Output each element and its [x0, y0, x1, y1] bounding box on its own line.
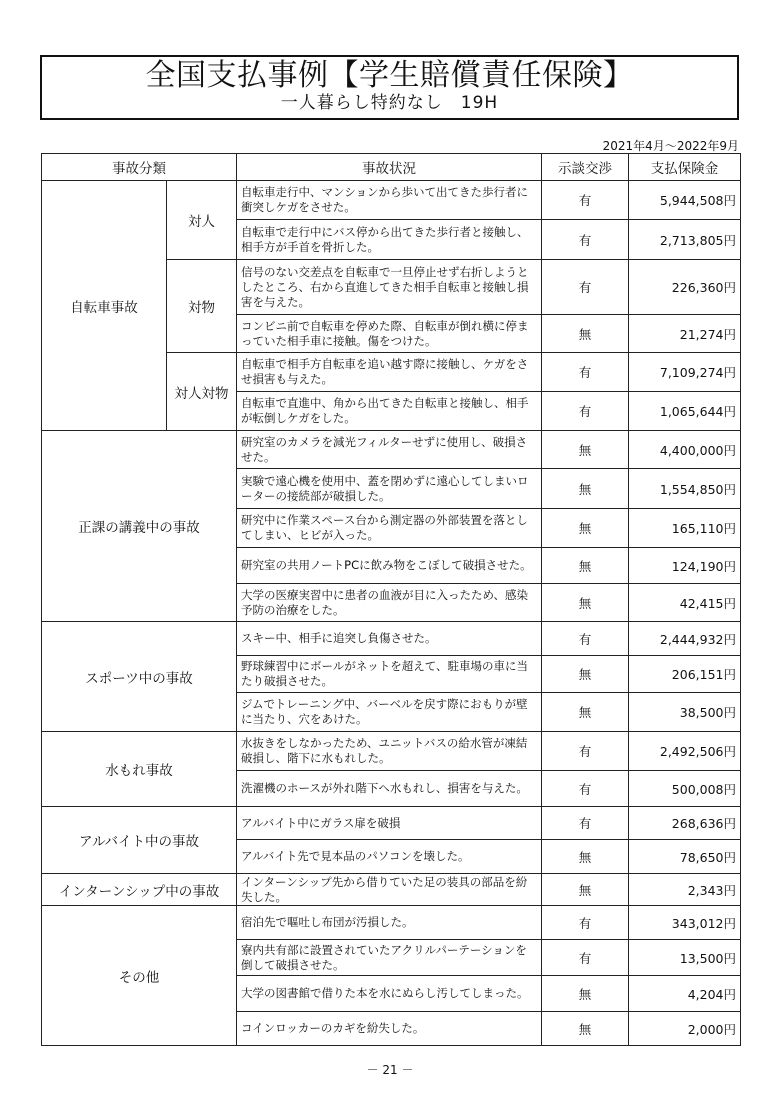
category-cell: 自転車事故 [42, 181, 167, 431]
amount-cell: 1,065,644円 [629, 392, 741, 431]
amount-cell: 13,500円 [629, 940, 741, 976]
amount-cell: 206,151円 [629, 656, 741, 693]
situation-cell: 自転車で直進中、角から出てきた自転車と接触し、相手が転倒しケガをした。 [237, 392, 542, 431]
amount-cell: 21,274円 [629, 315, 741, 353]
negotiation-cell: 有 [542, 906, 629, 940]
situation-cell: インターンシップ先から借りていた足の装具の部品を紛失した。 [237, 874, 542, 906]
situation-cell: アルバイト先で見本品のパソコンを壊した。 [237, 840, 542, 874]
table-row [42, 874, 741, 906]
header-negotiation: 示談交渉 [542, 154, 629, 181]
category-cell: インターンシップ中の事故 [42, 874, 237, 906]
negotiation-cell: 有 [542, 260, 629, 315]
amount-cell: 1,554,850円 [629, 469, 741, 509]
amount-cell: 226,360円 [629, 260, 741, 315]
negotiation-cell: 無 [542, 976, 629, 1012]
situation-cell: スキー中、相手に追突し負傷させた。 [237, 622, 542, 656]
negotiation-cell: 有 [542, 807, 629, 840]
amount-cell: 2,444,932円 [629, 622, 741, 656]
negotiation-cell: 有 [542, 732, 629, 771]
situation-cell: 実験で遠心機を使用中、蓋を閉めずに遠心してしまいローターの接続部が破損した。 [237, 469, 542, 509]
situation-cell: 野球練習中にボールがネットを超えて、駐車場の車に当たり破損させた。 [237, 656, 542, 693]
situation-cell: 寮内共有部に設置されていたアクリルパーテーションを倒して破損させた。 [237, 940, 542, 976]
negotiation-cell: 無 [542, 874, 629, 906]
negotiation-cell: 有 [542, 940, 629, 976]
page-number: － 21 － [366, 1063, 414, 1077]
situation-cell: 大学の図書館で借りた本を水にぬらし汚してしまった。 [237, 976, 542, 1012]
negotiation-cell: 無 [542, 469, 629, 509]
negotiation-cell: 無 [542, 315, 629, 353]
page-title: 全国支払事例【学生賠償責任保険】 [145, 58, 634, 93]
cases-table [41, 153, 741, 1046]
amount-cell: 124,190円 [629, 548, 741, 584]
negotiation-cell: 有 [542, 771, 629, 807]
amount-cell: 78,650円 [629, 840, 741, 874]
situation-cell: 水抜きをしなかったため、ユニットバスの給水管が凍結破損し、階下に水もれした。 [237, 732, 542, 771]
amount-cell: 343,012円 [629, 906, 741, 940]
situation-cell: コインロッカーのカギを紛失した。 [237, 1012, 542, 1046]
situation-cell: 信号のない交差点を自転車で一旦停止せず右折しようとしたところ、右から直進してきた相手自転車と接触し損害を与えた。 [237, 260, 542, 315]
amount-cell: 2,492,506円 [629, 732, 741, 771]
category-cell: スポーツ中の事故 [42, 622, 237, 732]
header-category: 事故分類 [42, 154, 237, 181]
amount-cell: 4,204円 [629, 976, 741, 1012]
table-row [42, 732, 741, 771]
situation-cell: 自転車走行中、マンションから歩いて出てきた歩行者に衝突しケガをさせた。 [237, 181, 542, 220]
page-subtitle: 一人暮らし特約なし 19H [280, 93, 499, 113]
negotiation-cell: 有 [542, 220, 629, 260]
title-box [40, 55, 739, 120]
negotiation-cell: 無 [542, 1012, 629, 1046]
amount-cell: 42,415円 [629, 584, 741, 622]
negotiation-cell: 有 [542, 622, 629, 656]
amount-cell: 165,110円 [629, 509, 741, 548]
situation-cell: 研究室の共用ノートPCに飲み物をこぼして破損させた。 [237, 548, 542, 584]
amount-cell: 2,343円 [629, 874, 741, 906]
amount-cell: 38,500円 [629, 693, 741, 732]
situation-cell: 大学の医療実習中に患者の血液が目に入ったため、感染予防の治療をした。 [237, 584, 542, 622]
situation-cell: 宿泊先で嘔吐し布団が汚損した。 [237, 906, 542, 940]
table-row [42, 181, 741, 220]
table-row [42, 622, 741, 656]
amount-cell: 2,000円 [629, 1012, 741, 1046]
amount-cell: 5,944,508円 [629, 181, 741, 220]
situation-cell: 自転車で走行中にバス停から出てきた歩行者と接触し、相手方が手首を骨折した。 [237, 220, 542, 260]
situation-cell: ジムでトレーニング中、バーベルを戻す際におもりが壁に当たり、穴をあけた。 [237, 693, 542, 732]
negotiation-cell: 無 [542, 584, 629, 622]
header-situation: 事故状況 [237, 154, 542, 181]
negotiation-cell: 無 [542, 509, 629, 548]
amount-cell: 500,008円 [629, 771, 741, 807]
subcategory-cell: 対人対物 [167, 353, 237, 431]
amount-cell: 268,636円 [629, 807, 741, 840]
negotiation-cell: 無 [542, 840, 629, 874]
category-cell: アルバイト中の事故 [42, 807, 237, 874]
table-row [42, 807, 741, 840]
negotiation-cell: 有 [542, 353, 629, 392]
amount-cell: 4,400,000円 [629, 431, 741, 469]
negotiation-cell: 無 [542, 431, 629, 469]
negotiation-cell: 無 [542, 693, 629, 732]
negotiation-cell: 有 [542, 392, 629, 431]
category-cell: 正課の講義中の事故 [42, 431, 237, 622]
period-label: 2021年4月～2022年9月 [602, 139, 739, 153]
situation-cell: 研究室のカメラを減光フィルターせずに使用し、破損させた。 [237, 431, 542, 469]
amount-cell: 7,109,274円 [629, 353, 741, 392]
table-row [42, 906, 741, 940]
table-row [42, 431, 741, 469]
situation-cell: 自転車で相手方自転車を追い越す際に接触し、ケガをさせ損害も与えた。 [237, 353, 542, 392]
table-header-row [42, 154, 741, 181]
situation-cell: アルバイト中にガラス扉を破損 [237, 807, 542, 840]
subcategory-cell: 対物 [167, 260, 237, 353]
negotiation-cell: 無 [542, 548, 629, 584]
situation-cell: 研究中に作業スペース台から測定器の外部装置を落としてしまい、ヒビが入った。 [237, 509, 542, 548]
subcategory-cell: 対人 [167, 181, 237, 260]
category-cell: 水もれ事故 [42, 732, 237, 807]
negotiation-cell: 無 [542, 656, 629, 693]
amount-cell: 2,713,805円 [629, 220, 741, 260]
category-cell: その他 [42, 906, 237, 1046]
negotiation-cell: 有 [542, 181, 629, 220]
situation-cell: 洗濯機のホースが外れ階下へ水もれし、損害を与えた。 [237, 771, 542, 807]
situation-cell: コンビニ前で自転車を停めた際、自転車が倒れ横に停まっていた相手車に接触。傷をつけた。 [237, 315, 542, 353]
header-amount: 支払保険金 [629, 154, 741, 181]
